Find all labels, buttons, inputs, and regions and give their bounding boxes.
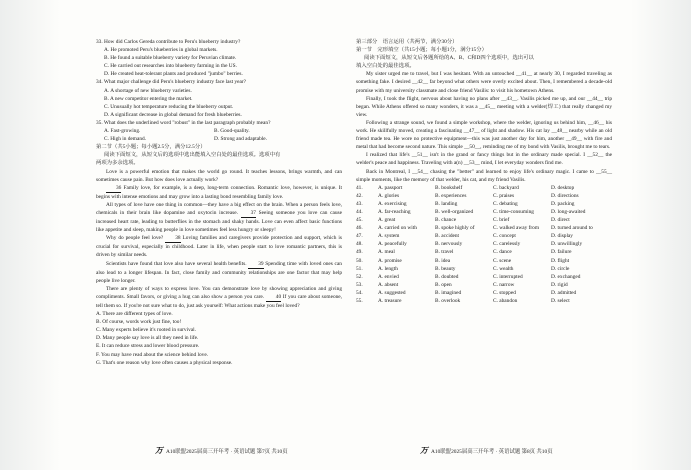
love-paragraph-1: Love is a powerful emotion that makes the world go round. It teaches lessons, brings warmth, and can sometimes cause pain. But how does love actually work?	[96, 168, 342, 183]
cloze-option-choice[interactable]: C. interrupted	[493, 273, 523, 280]
option-b: B. Of course, words work just fine, too!	[96, 319, 182, 326]
love-paragraph-3	[96, 201, 342, 234]
cloze-option-choice[interactable]: B. open	[435, 281, 452, 288]
cloze-option-choice[interactable]: B. bookshelf	[435, 184, 463, 191]
option-c: C. Many experts believe it's rooted in survival.	[96, 327, 196, 334]
q34-option-b: B. A new competitor entering the market.	[104, 95, 193, 102]
section1-title: 第一节 完形填空（共15小题；每小题1分，满分15分）	[356, 47, 487, 54]
cloze-option-row	[356, 248, 612, 256]
cloze-option-choice[interactable]: B. landing	[435, 200, 458, 207]
love-paragraph-5-text-b: Spending time with loved ones can also lead to a longer lifespan. In fact, close family and community relationships are one factor that may help people live longer.	[96, 260, 342, 284]
cloze-option-row	[356, 273, 612, 281]
cloze-option-choice[interactable]: D. desktop	[551, 184, 575, 191]
cloze-option-choice[interactable]: C. wealth	[493, 265, 514, 272]
cloze-option-choice[interactable]: A. meal	[378, 249, 395, 256]
cloze-option-choice[interactable]: B. imagined	[435, 289, 462, 296]
cloze-option-row	[356, 265, 612, 273]
cloze-option-row	[356, 200, 612, 208]
q35-option-a: A. Fast-growing.	[104, 128, 141, 135]
cloze-option-choice[interactable]: D. turned around to	[551, 225, 593, 232]
cloze-option-choice[interactable]: A. suggested	[378, 289, 406, 296]
cloze-option-choice[interactable]: A. great	[378, 217, 396, 224]
cloze-option-choice[interactable]: B. beauty	[435, 265, 456, 272]
cloze-option-number: 44.	[356, 208, 363, 215]
option-e: E. It can reduce stress and lower blood pressure.	[96, 343, 200, 350]
q35-option-b: B. Good-quality.	[214, 128, 250, 135]
q33-option-b: B. He found a suitable blueberry variety for Peruvian climate.	[104, 55, 237, 62]
cloze-option-choice[interactable]: B. well-organized	[435, 208, 474, 215]
cloze-paragraph-3: Following a strange sound, we found a simple workshop, where the welder, ignoring us behind him, __46__ his work. He skillfully moved, creating a fascinating __47__ of light and shadow. His cat lay __48__ nearby while an old friend made tea. He wore no protective equipment—this was just another day for him, another __49__ with fire and metal that had become second nature. This simple __50__, reminding me of my bond with Vasilis, brought me to tears.	[356, 119, 612, 151]
cloze-option-choice[interactable]: B. spoke highly of	[435, 225, 475, 232]
cloze-option-number: 53.	[356, 281, 363, 288]
cloze-option-row	[356, 257, 612, 265]
cloze-option-choice[interactable]: C. praises	[493, 192, 515, 199]
right-margin-shade	[631, 0, 691, 470]
cloze-option-choice[interactable]: D. rigid	[551, 281, 568, 288]
cloze-option-choice[interactable]: D. exchanged	[551, 273, 581, 280]
cloze-option-row	[356, 240, 612, 248]
cloze-option-row	[356, 297, 612, 305]
love-paragraph-6	[96, 285, 342, 310]
cloze-option-number: 41.	[356, 184, 363, 191]
cloze-option-number: 46.	[356, 225, 363, 232]
blank-38[interactable]: 38	[165, 234, 180, 243]
cloze-option-row	[356, 232, 612, 240]
section2-title: 第二节（共5小题；每小题2.5分，满分12.5分）	[96, 144, 206, 151]
cloze-option-number: 43.	[356, 200, 363, 207]
cloze-option-row	[356, 289, 612, 297]
option-a: A. There are different types of love.	[96, 311, 173, 318]
q35-options-ab	[96, 127, 342, 135]
q33-stem: 33. How did Carlos Gereda contribute to Peru's blueberry industry?	[96, 39, 241, 45]
cloze-option-choice[interactable]: D. direct	[551, 217, 570, 224]
cloze-option-choice[interactable]: C. debating	[493, 200, 518, 207]
cloze-option-choice[interactable]: A. far-reaching	[378, 208, 411, 215]
cloze-option-number: 42.	[356, 192, 363, 199]
footer-right	[420, 445, 553, 456]
cloze-option-row	[356, 224, 612, 232]
cloze-option-number: 52.	[356, 273, 363, 280]
logo-left: 万	[155, 446, 163, 455]
love-paragraph-6-text-a: There are plenty of ways to express love. You can demonstrate love by showing appreciation and giving compliments. Small favors, or giving a hug can also show a person you care.	[96, 285, 342, 300]
blank-37[interactable]: 37	[241, 209, 256, 218]
cloze-options-table	[356, 184, 612, 305]
q34-stem: 34. What major challenge did Peru's blueberry industry face last year?	[96, 79, 246, 86]
cloze-option-number: 49.	[356, 249, 363, 256]
footer-left	[155, 445, 288, 456]
logo-right: 万	[420, 446, 428, 455]
cloze-option-choice[interactable]: C. abandon	[493, 298, 518, 304]
cloze-option-choice[interactable]: C. backyard	[493, 184, 519, 191]
cloze-option-number: 50.	[356, 257, 363, 264]
footer-left-text: A10联盟2025届高三开年考 · 英语试题 第7页 共10页	[166, 449, 288, 455]
love-paragraph-4	[96, 234, 342, 259]
option-g: G. That's one reason why love often causes a physical response.	[96, 359, 233, 366]
section2-instruction-1: 阅读下面短文，从短文后的选项中选出能填入空白处的最佳选项。选项中有	[104, 152, 281, 159]
cloze-option-choice[interactable]: C. narrow	[493, 281, 515, 288]
cloze-option-choice[interactable]: A. length	[378, 265, 398, 272]
footer-right-text: A10联盟2025届高三开年考 · 英语试题 第8页 共10页	[431, 449, 553, 455]
cloze-option-choice[interactable]: A. passport	[378, 184, 403, 191]
love-paragraph-4-text-a: Why do people feel love?	[106, 235, 164, 242]
cloze-option-choice[interactable]: B. doubted	[435, 273, 459, 280]
q33-option-d: D. He created heat-tolerant plants and produced "jumbo" berries.	[104, 71, 243, 78]
love-paragraph-2	[96, 184, 342, 201]
right-column	[356, 38, 612, 305]
cloze-paragraph-2: Finally, I took the flight, nervous about having no plans after __43__. Vasilis picked me up, and our __44__ trip began. While Athens offered so many wonders, it was a __45__ meeting with a welder(焊工) that really changed my view.	[356, 95, 612, 118]
cloze-option-number: 47.	[356, 233, 363, 240]
blank-36[interactable]: 36	[106, 184, 121, 193]
cloze-option-choice[interactable]: A. peacefully	[378, 241, 407, 248]
cloze-option-choice[interactable]: D. directions	[551, 192, 579, 199]
cloze-option-choice[interactable]: C. time-consuming	[493, 208, 534, 215]
q34-option-a: A. A shortage of new blueberry varieties.	[104, 87, 192, 94]
cloze-option-choice[interactable]: B. experiences	[435, 192, 467, 199]
love-paragraph-5-text-a: Scientists have found that love also have several health benefits.	[106, 260, 247, 267]
cloze-paragraph-4: I realized that life's __51__ isn't in the grand or fancy things but in the ordinary made special. I __52__ the welder's peace and happiness. Traveling with a(n) __53__ mind, I let everyday wonders find me.	[356, 152, 612, 167]
cloze-option-choice[interactable]: A. system	[378, 233, 400, 240]
section1-instruction-1: 阅读下面短文，从短文后各题所给的A、B、C和D四个选项中，选出可以	[364, 55, 534, 62]
cloze-option-choice[interactable]: C. scene	[493, 257, 512, 264]
cloze-option-choice[interactable]: C. concept	[493, 233, 516, 240]
cloze-option-choice[interactable]: D. admitted	[551, 289, 577, 296]
cloze-option-choice[interactable]: D. failure	[551, 249, 572, 256]
cloze-option-number: 48.	[356, 241, 363, 248]
love-paragraph-3-text-a: All types of love have one thing in common—they have a big effect on the brain. When a person feels love, chemicals in their brain like dopamine and oxytocin increase.	[96, 201, 342, 216]
cloze-option-choice[interactable]: C. dance	[493, 249, 512, 256]
cloze-option-row	[356, 216, 612, 224]
cloze-option-row	[356, 184, 612, 192]
cloze-option-choice[interactable]: A. promise	[378, 257, 402, 264]
cloze-option-choice[interactable]: B. chance	[435, 217, 457, 224]
cloze-option-number: 51.	[356, 265, 363, 272]
cloze-option-choice[interactable]: A. glories	[378, 192, 400, 199]
cloze-option-number: 55.	[356, 298, 363, 304]
cloze-option-choice[interactable]: A. carried on with	[378, 225, 417, 232]
cloze-option-choice[interactable]: C. brief	[493, 217, 510, 224]
love-paragraph-3-text-b: Seeing someone you love can cause increased heart rate, leading to butterflies in the stomach and shaky hands. Love can even affect basic functions like appetite and sleep, making people in love sometimes feel less hungry or sleepy!	[96, 209, 342, 234]
cloze-option-choice[interactable]: C. walked away from	[493, 225, 540, 232]
cloze-option-choice[interactable]: D. unwillingly	[551, 241, 583, 248]
cloze-option-choice[interactable]: B. nervously	[435, 241, 463, 248]
cloze-option-choice[interactable]: B. travel	[435, 249, 454, 256]
q35-options-cd	[96, 135, 342, 143]
left-margin-shade	[0, 0, 60, 470]
q35-stem: 35. What does the underlined word "robust" in the last paragraph probably mean?	[96, 119, 271, 126]
q35-option-d: D. Strong and adaptable.	[214, 136, 267, 143]
cloze-option-row	[356, 208, 612, 216]
option-f: F. You may have read about the science behind love.	[96, 351, 209, 358]
love-paragraph-2-text: Family love, for example, is a deep, long-term connection. Romantic love, however, is unique. It begins with intense emotions and may grow into a lasting bond resembling family love.	[96, 184, 342, 200]
cloze-option-choice[interactable]: A. absent	[378, 281, 399, 288]
blank-40[interactable]: 40	[266, 293, 281, 302]
blank-39[interactable]: 39	[248, 260, 263, 269]
cloze-option-choice[interactable]: A. envied	[378, 273, 399, 280]
cloze-option-choice[interactable]: D. circle	[551, 265, 570, 272]
cloze-option-choice[interactable]: D. packing	[551, 200, 575, 207]
q33-option-c: C. He carried out researches into blueberry farming in the US.	[104, 63, 237, 70]
cloze-option-choice[interactable]: B. idea	[435, 257, 451, 264]
option-d: D. Many people say love is all they need in life.	[96, 335, 199, 342]
cloze-option-row	[356, 192, 612, 200]
cloze-paragraph-1: My sister urged me to travel, but I was hesitant. With an untouched __41__ at nearly 30, I regarded traveling as something fake. I desired __42__ far beyond what others were overly excited about. Then, I remembered a decade-old promise with my university classmate and close friend Vasilis: to visit his hometown Athens.	[356, 71, 612, 94]
cloze-option-choice[interactable]: D. long-awaited	[551, 208, 586, 215]
section1-instruction-2: 填入空白处的最佳选项。	[356, 63, 415, 70]
q33-option-a: A. He promoted Peru's blueberries in global markets.	[104, 47, 218, 54]
love-paragraph-5	[96, 260, 342, 285]
section2-instruction-2: 两项为多余选项。	[96, 160, 139, 167]
cloze-option-choice[interactable]: D. display	[551, 233, 573, 240]
cloze-option-choice[interactable]: C. stopped	[493, 289, 516, 296]
cloze-option-choice[interactable]: D. flight	[551, 257, 570, 264]
cloze-option-choice[interactable]: D. select	[551, 298, 570, 304]
part3-title: 第三部分 语言运用（共两节，满分30分）	[356, 39, 458, 45]
cloze-option-choice[interactable]: B. accident	[435, 233, 460, 240]
q34-option-d: D. A significant decrease in global demand for fresh blueberries.	[104, 111, 242, 118]
cloze-option-choice[interactable]: B. overlook	[435, 298, 461, 304]
q34-option-c: C. Unusually hot temperature reducing the blueberry output.	[104, 103, 234, 110]
q35-option-c: C. High in demand.	[104, 136, 147, 143]
cloze-option-choice[interactable]: C. carelessly	[493, 241, 521, 248]
love-paragraph-4-text-b: Loving families and caregivers provide protection and support, which is crucial for survival, especially in childhood. Later in life, when people start to love romantic partners, this is driven by similar needs.	[96, 235, 342, 259]
cloze-paragraph-5: Back in Montreal, I __54__ chasing the "better" and learned to enjoy life's ordinary magic. I came to __55__ simple moments, like the memory of that welder, his cat, and my friend Vasilis.	[356, 168, 612, 183]
cloze-option-row	[356, 281, 612, 289]
left-column	[96, 38, 342, 367]
cloze-option-choice[interactable]: A. exercising	[378, 200, 407, 207]
cloze-option-number: 45.	[356, 217, 363, 224]
love-paragraph-6-text-b: If you care about someone, tell them so. If you're not sure what to do, just ask yourself: What actions make you feel loved?	[96, 293, 343, 309]
cloze-option-choice[interactable]: A. treasure	[378, 298, 402, 304]
cloze-option-number: 54.	[356, 289, 363, 296]
